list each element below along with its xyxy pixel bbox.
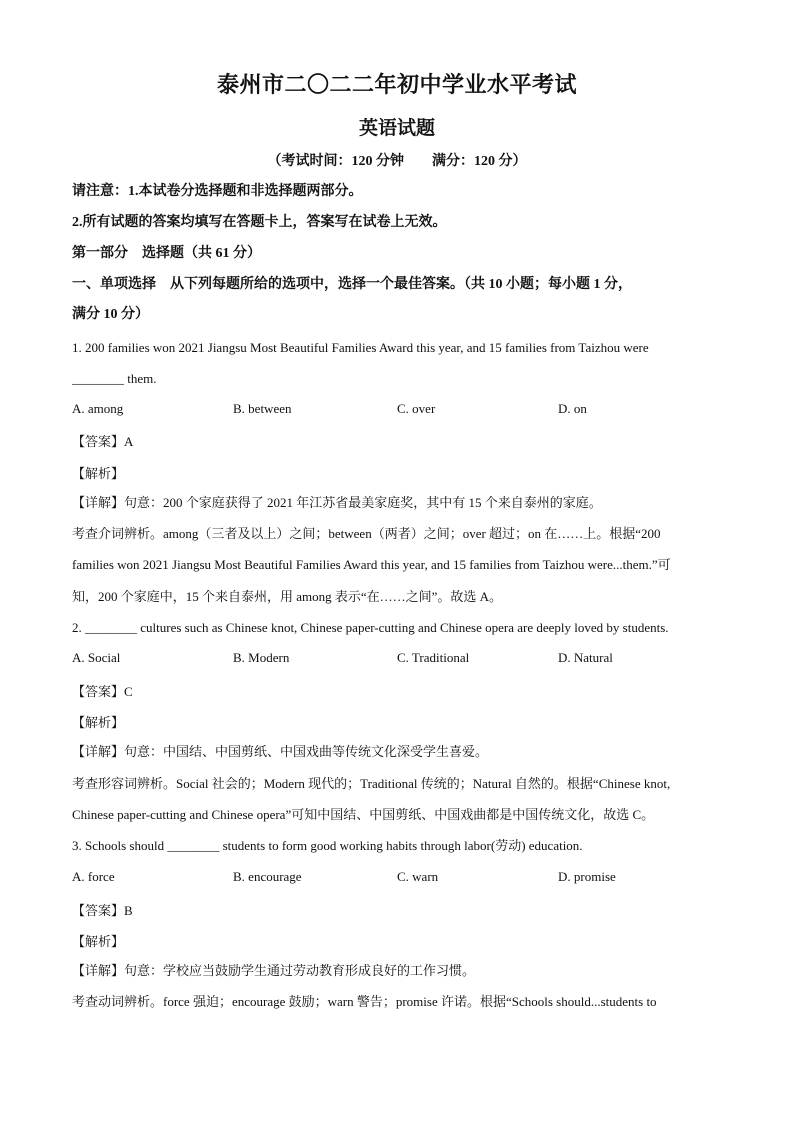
section-1-instructions-cont: 满分 10 分） xyxy=(72,307,149,322)
option-c: C. over xyxy=(397,401,436,416)
question-stem: 2. ________ cultures such as Chinese knot, Chinese paper-cutting and Chinese opera are deeply loved by students. xyxy=(72,620,669,635)
option-b: B. between xyxy=(233,401,292,416)
detail-line: 【详解】句意：学校应当鼓励学生通过劳动教育形成良好的工作习惯。 xyxy=(72,963,476,978)
option-c: C. Traditional xyxy=(397,650,470,665)
detail-line: 考查形容词辨析。Social 社会的；Modern 现代的；Traditional 传统的；Natural 自然的。根据“Chinese knot, xyxy=(72,776,671,791)
subject-title: 英语试题 xyxy=(358,118,435,139)
answer-label: 【答案】B xyxy=(72,903,133,918)
question-stem: 1. 200 families won 2021 Jiangsu Most Beautiful Families Award this year, and 15 families from Taizhou were xyxy=(72,340,649,355)
note-1: 请注意：1.本试卷分选择题和非选择题两部分。 xyxy=(72,184,363,199)
exam-title: 泰州市二〇二二年初中学业水平考试 xyxy=(216,72,577,97)
analysis-label: 【解析】 xyxy=(72,934,125,949)
option-b: B. encourage xyxy=(233,869,302,884)
option-c: C. warn xyxy=(397,869,439,884)
analysis-label: 【解析】 xyxy=(72,466,125,481)
analysis-label: 【解析】 xyxy=(72,715,125,730)
option-b: B. Modern xyxy=(233,650,290,665)
option-d: D. on xyxy=(558,401,587,416)
question-stem: 3. Schools should ________ students to form good working habits through labor(劳动) education. xyxy=(72,838,583,853)
question-stem-cont: ________ them. xyxy=(72,371,157,386)
detail-line: 【详解】句意：中国结、中国剪纸、中国戏曲等传统文化深受学生喜爱。 xyxy=(72,744,489,759)
answer-label: 【答案】A xyxy=(72,434,134,449)
detail-line: Chinese paper-cutting and Chinese opera”可知中国结、中国剪纸、中国戏曲都是中国传统文化，故选 C。 xyxy=(72,807,655,822)
section-1-instructions: 一、单项选择 从下列每题所给的选项中，选择一个最佳答案。（共 10 小题；每小题 1 分， xyxy=(72,277,632,292)
answer-label: 【答案】C xyxy=(72,684,133,699)
option-d: D. promise xyxy=(558,869,616,884)
option-d: D. Natural xyxy=(558,650,613,665)
note-2: 2.所有试题的答案均填写在答题卡上，答案写在试卷上无效。 xyxy=(72,215,447,230)
detail-line: 考查动词辨析。force 强迫；encourage 鼓励；warn 警告；promise 许诺。根据“Schools should...students to xyxy=(72,994,657,1009)
detail-line: families won 2021 Jiangsu Most Beautiful Families Award this year, and 15 families from Taizhou were...them.”可 xyxy=(72,557,671,572)
exam-info: （考试时间：120 分钟 满分：120 分） xyxy=(267,154,527,169)
option-a: A. force xyxy=(72,869,115,884)
option-a: A. Social xyxy=(72,650,121,665)
part-1-heading: 第一部分 选择题（共 61 分） xyxy=(72,246,261,261)
detail-line: 考查介词辨析。among（三者及以上）之间；between（两者）之间；over 超过；on 在……上。根据“200 xyxy=(72,526,661,541)
option-a: A. among xyxy=(72,401,124,416)
detail-line: 知，200 个家庭中，15 个来自泰州，用 among 表示“在……之间”。故选 A。 xyxy=(72,589,503,604)
detail-line: 【详解】句意：200 个家庭获得了 2021 年江苏省最美家庭奖，其中有 15 个来自泰州的家庭。 xyxy=(72,495,602,510)
